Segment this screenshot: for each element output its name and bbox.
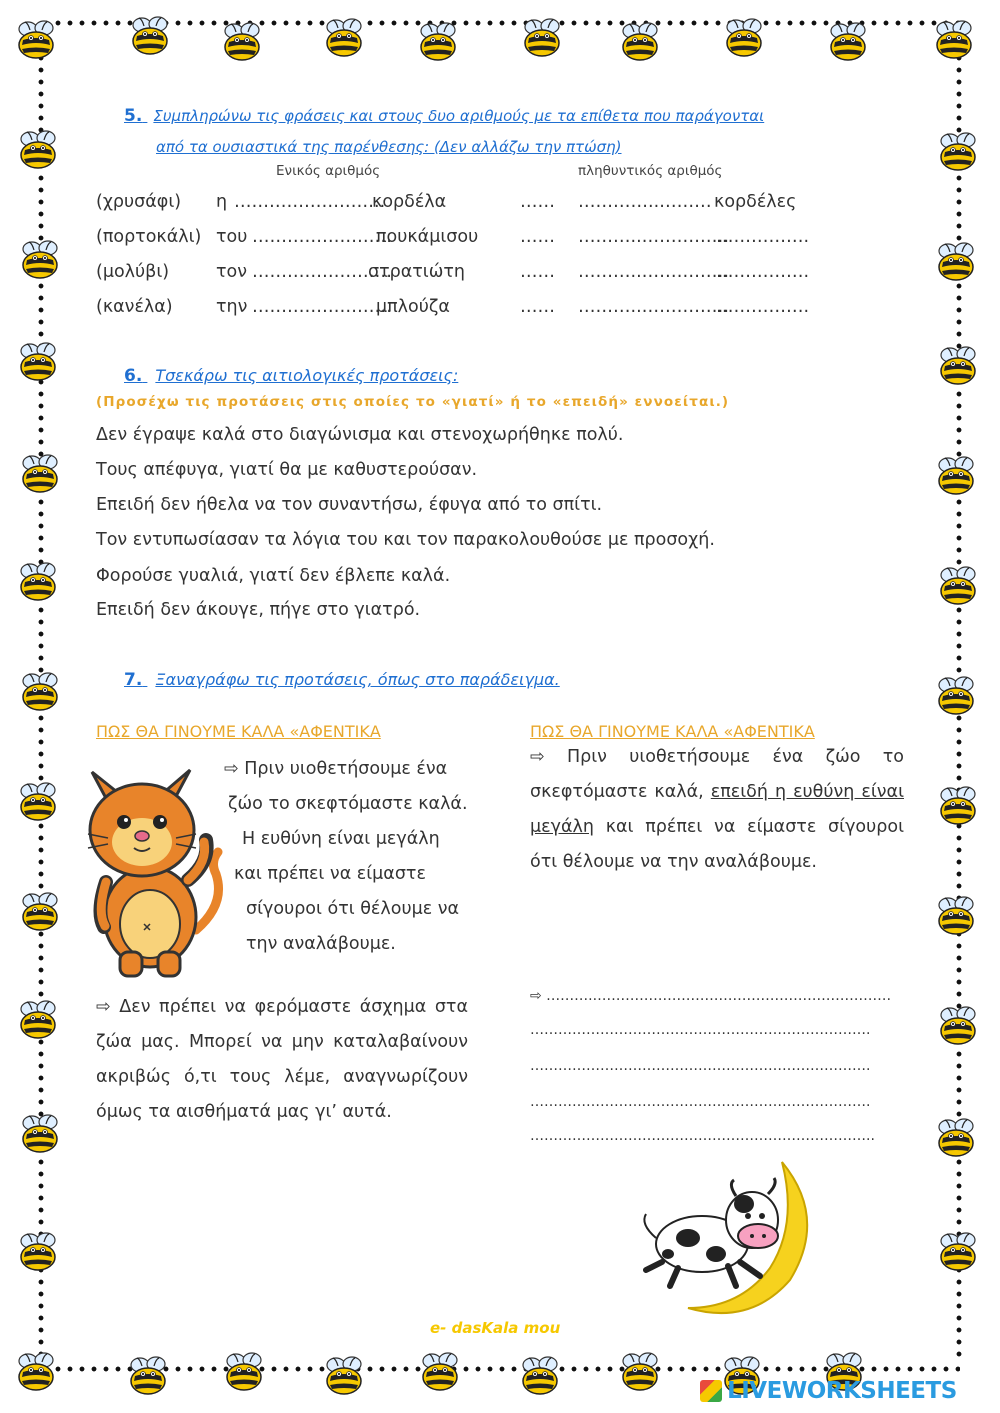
cat-illustration bbox=[78, 752, 228, 982]
ex7-left-line: ζώο το σκεφτόμαστε καλά. bbox=[228, 794, 468, 814]
bee-icon bbox=[16, 128, 60, 172]
bee-icon bbox=[418, 1350, 462, 1394]
bee-icon bbox=[322, 1354, 366, 1398]
bee-icon bbox=[18, 670, 62, 714]
ex7-left-line: Η ευθύνη είναι μεγάλη bbox=[242, 829, 440, 849]
ex5-blank[interactable]: …………………… bbox=[252, 227, 392, 247]
bee-icon bbox=[222, 1350, 266, 1394]
bee-icon bbox=[936, 784, 980, 828]
ex5-col-plural: πληθυντικός αριθμός bbox=[578, 163, 723, 179]
ex7-left-line: σίγουροι ότι θέλουμε να bbox=[246, 899, 460, 919]
ex7-title bbox=[124, 670, 560, 690]
ex5-plural-word[interactable]: ……………. bbox=[716, 297, 810, 317]
bee-icon bbox=[934, 454, 978, 498]
ex5-noun: (μολύβι) bbox=[96, 262, 170, 282]
bee-icon bbox=[934, 1116, 978, 1160]
bee-icon bbox=[934, 240, 978, 284]
bee-icon bbox=[826, 20, 870, 64]
bee-icon bbox=[16, 340, 60, 384]
liveworksheets-label: LIVEWORKSHEETS bbox=[727, 1378, 957, 1404]
ex7-answer-line[interactable]: ………………………………………………………………. bbox=[530, 1022, 871, 1038]
ex5-article: την bbox=[216, 297, 248, 317]
bee-icon bbox=[416, 20, 460, 64]
ex5-word: κορδέλα bbox=[372, 192, 447, 212]
bee-icon bbox=[128, 14, 172, 58]
bee-icon bbox=[16, 1230, 60, 1274]
bee-icon bbox=[14, 18, 58, 62]
ex5-noun: (πορτοκάλι) bbox=[96, 227, 202, 247]
bee-icon bbox=[936, 344, 980, 388]
ex5-article: του bbox=[216, 227, 248, 247]
cow-on-moon-illustration bbox=[632, 1158, 822, 1318]
ex5-article: τον bbox=[216, 262, 248, 282]
liveworksheets-logo-icon bbox=[700, 1380, 722, 1402]
ex5-noun: (κανέλα) bbox=[96, 297, 173, 317]
ex6-title bbox=[124, 366, 458, 386]
ex7-title-text: Ξαναγράφω τις προτάσεις, όπως στο παράδειγμα. bbox=[155, 670, 560, 689]
ex5-word: μπλούζα bbox=[376, 297, 450, 317]
ex5-noun: (χρυσάφι) bbox=[96, 192, 182, 212]
bee-icon bbox=[722, 16, 766, 60]
ex5-blank[interactable]: …………………… bbox=[252, 297, 392, 317]
bee-icon bbox=[126, 1354, 170, 1398]
ex6-sentence[interactable]: Επειδή δεν άκουγε, πήγε στο γιατρό. bbox=[96, 600, 421, 620]
ex7-right-example-start: ⇨ Πριν υιοθετήσουμε ένα ζώο το σκεφτόμαστε καλά, bbox=[530, 747, 904, 802]
ex5-plural-blank-1[interactable]: …… bbox=[520, 192, 555, 212]
ex7-left-line: την αναλάβουμε. bbox=[246, 934, 396, 954]
bee-icon bbox=[520, 16, 564, 60]
ex7-answer-line[interactable]: ………………………………………………………………. bbox=[530, 1058, 871, 1074]
ex5-plural-blank-2[interactable]: ………..…………… bbox=[578, 297, 730, 317]
ex7-left-paragraph-2: ⇨ Δεν πρέπει να φερόμαστε άσχημα στα ζώα μας. Μπορεί να μην καταλαβαίνουν ακριβώς ό,τι τους λέμε, αναγνωρίζουν όμως τα αισθήματά μας γι’ αυτά. bbox=[96, 997, 468, 1122]
bee-icon bbox=[16, 998, 60, 1042]
bee-icon bbox=[18, 452, 62, 496]
liveworksheets-watermark[interactable] bbox=[700, 1378, 957, 1404]
ex5-plural-blank-1[interactable]: …… bbox=[520, 262, 555, 282]
ex6-sentence[interactable]: Τους απέφυγα, γιατί θα με καθυστερούσαν. bbox=[96, 460, 478, 480]
bee-icon bbox=[936, 130, 980, 174]
ex5-plural-blank-1[interactable]: …… bbox=[520, 227, 555, 247]
ex5-plural-blank-2[interactable]: …………..……… bbox=[578, 192, 712, 212]
ex5-plural-blank-1[interactable]: …… bbox=[520, 297, 555, 317]
bee-icon bbox=[518, 1354, 562, 1398]
ex6-number: 6. bbox=[124, 366, 143, 386]
bee-icon bbox=[618, 20, 662, 64]
ex5-plural-blank-2[interactable]: ………..…………… bbox=[578, 227, 730, 247]
ex5-word: πουκάμισου bbox=[376, 227, 479, 247]
bee-icon bbox=[16, 560, 60, 604]
ex5-plural-word[interactable]: ……………. bbox=[716, 262, 810, 282]
ex6-sentence[interactable]: Δεν έγραψε καλά στο διαγώνισμα και στενοχωρήθηκε πολύ. bbox=[96, 425, 624, 445]
ex7-right-example-end: και πρέπει να είμαστε σίγουροι ότι θέλουμε να την αναλάβουμε. bbox=[530, 817, 904, 872]
ex5-plural-word[interactable]: ……………. bbox=[716, 227, 810, 247]
bee-icon bbox=[936, 1230, 980, 1274]
bee-icon bbox=[18, 1112, 62, 1156]
ex6-sentence[interactable]: Επειδή δεν ήθελα να τον συναντήσω, έφυγα από το σπίτι. bbox=[96, 495, 603, 515]
footer-brand: e- dasKala mou bbox=[430, 1319, 561, 1337]
bee-icon bbox=[14, 1350, 58, 1394]
bee-icon bbox=[220, 20, 264, 64]
bee-icon bbox=[936, 564, 980, 608]
ex5-title-line1: Συμπληρώνω τις φράσεις και στους δυο αριθμούς με τα επίθετα που παράγονται bbox=[153, 107, 765, 125]
bee-icon bbox=[322, 16, 366, 60]
bee-icon bbox=[18, 238, 62, 282]
bee-icon bbox=[618, 1350, 662, 1394]
ex7-right-example-underlined: επειδή η ευθύνη είναι μεγάλη bbox=[530, 782, 904, 837]
ex7-right-heading: ΠΩΣ ΘΑ ΓΙΝΟΥΜΕ ΚΑΛΑ «ΑΦΕΝΤΙΚΑ bbox=[530, 722, 815, 741]
ex5-plural-blank-2[interactable]: ………..…………… bbox=[578, 262, 730, 282]
ex6-sentence[interactable]: Τον εντυπωσίασαν τα λόγια του και τον παρακολουθούσε με προσοχή. bbox=[96, 530, 715, 550]
ex5-number: 5. bbox=[124, 106, 143, 126]
border-dots-top bbox=[40, 20, 960, 26]
ex7-number: 7. bbox=[124, 670, 143, 690]
bee-icon bbox=[934, 674, 978, 718]
ex5-article: η bbox=[216, 192, 228, 212]
ex6-sentence[interactable]: Φορούσε γυαλιά, γιατί δεν έβλεπε καλά. bbox=[96, 566, 451, 586]
bee-icon bbox=[936, 1004, 980, 1048]
ex5-title-line2: από τα ουσιαστικά της παρένθεσης: (Δεν αλλάζω την πτώση) bbox=[156, 138, 622, 156]
ex5-col-singular: Ενικός αριθμός bbox=[276, 163, 381, 179]
ex7-answer-line[interactable]: ………………………………………………………………. bbox=[530, 1094, 871, 1110]
ex5-blank[interactable]: …………………… bbox=[252, 262, 392, 282]
ex5-plural-word: κορδέλες bbox=[714, 192, 797, 212]
ex6-title-text: Τσεκάρω τις αιτιολογικές προτάσεις: bbox=[155, 366, 459, 385]
ex7-answer-line[interactable]: ……………………………………………………………….. bbox=[530, 1128, 875, 1144]
ex7-left-heading: ΠΩΣ ΘΑ ΓΙΝΟΥΜΕ ΚΑΛΑ «ΑΦΕΝΤΙΚΑ bbox=[96, 722, 381, 741]
ex7-right-example bbox=[530, 740, 904, 880]
bee-icon bbox=[934, 894, 978, 938]
ex6-note: (Προσέχω τις προτάσεις στις οποίες το «γιατί» ή το «επειδή» εννοείται.) bbox=[96, 394, 730, 410]
ex5-word: στρατιώτη bbox=[368, 262, 466, 282]
ex7-answer-line[interactable]: ⇨ ………..……………………………………………………… bbox=[530, 988, 892, 1004]
ex5-title bbox=[124, 106, 764, 126]
ex7-left-line: ⇨ Πριν υιοθετήσουμε ένα bbox=[224, 759, 448, 779]
bee-icon bbox=[932, 18, 976, 62]
bee-icon bbox=[18, 890, 62, 934]
bee-icon bbox=[16, 780, 60, 824]
ex7-left-line: και πρέπει να είμαστε bbox=[234, 864, 426, 884]
ex5-blank[interactable]: …………………….. bbox=[234, 192, 386, 212]
